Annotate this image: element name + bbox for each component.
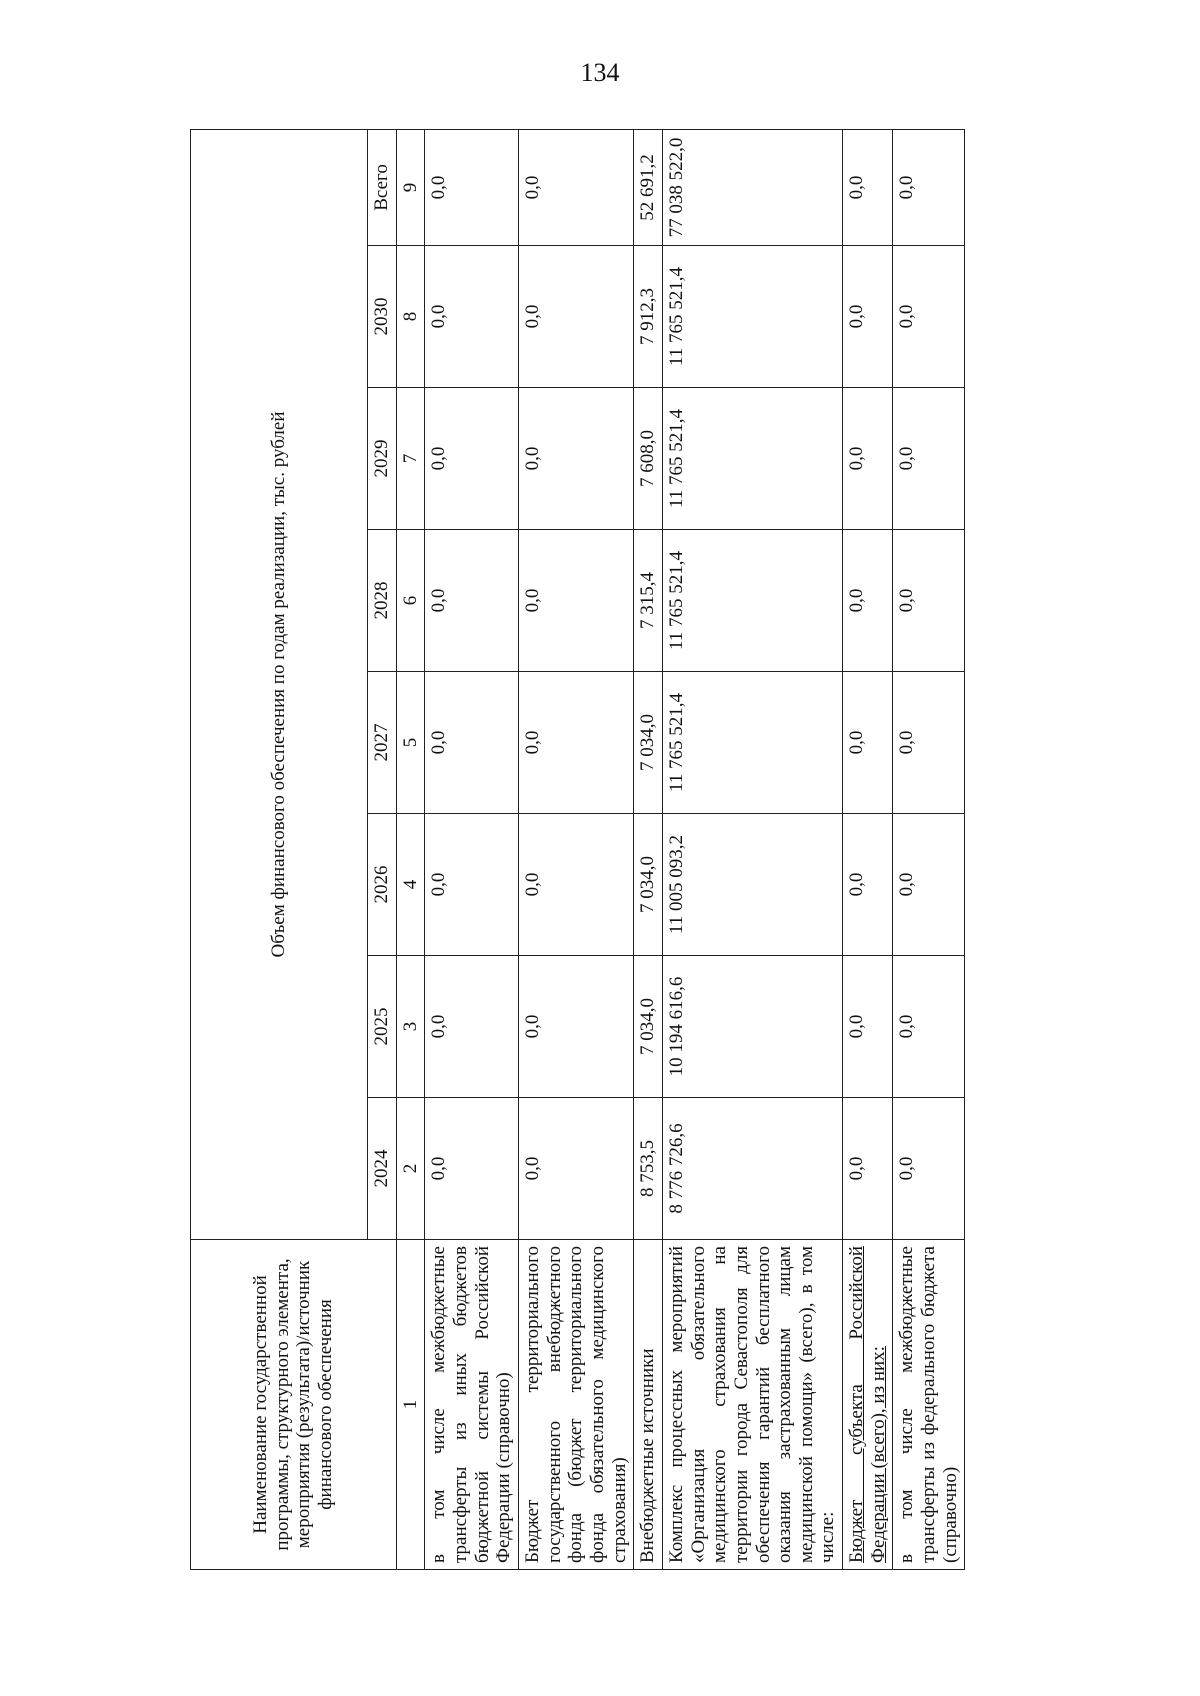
row-value: 0,0	[518, 388, 633, 530]
row-value: 0,0	[843, 1098, 893, 1240]
table-row	[893, 129, 965, 1569]
row-name: Бюджет территориального государственного внебюджетного фонда (бюджет территориального фонда обязательного медицинского страхования)	[518, 1240, 633, 1570]
row-total: 0,0	[518, 129, 633, 245]
table-row	[662, 129, 842, 1569]
column-number: 1	[396, 1240, 425, 1570]
row-name: в том числе межбюджетные трансферты из иных бюджетов бюджетной системы Российской Федерации (справочно)	[425, 1240, 519, 1570]
column-number-row	[396, 129, 425, 1569]
row-value: 0,0	[843, 530, 893, 672]
year-header-2024: 2024	[368, 1098, 397, 1240]
row-value: 7 912,3	[634, 246, 663, 388]
year-header-2028: 2028	[368, 530, 397, 672]
year-header-2029: 2029	[368, 388, 397, 530]
row-name: Комплекс процессных мероприятий «Организация обязательного медицинского страхования на территории города Севастополя для обеспечения гарантий бесплатного оказания застрахованным лицам медицинской помощи» (всего), в том числе:	[662, 1240, 842, 1570]
row-total: 0,0	[843, 129, 893, 245]
row-name: Внебюджетные источники	[634, 1240, 663, 1570]
row-total: 52 691,2	[634, 129, 663, 245]
row-value: 0,0	[893, 956, 965, 1098]
column-number: 5	[396, 672, 425, 814]
row-name: в том числе межбюджетные трансферты из федерального бюджета (справочно)	[893, 1240, 965, 1570]
page-number: 134	[580, 58, 620, 87]
column-number: 6	[396, 530, 425, 672]
row-value: 0,0	[518, 814, 633, 956]
year-header-2030: 2030	[368, 246, 397, 388]
row-value: 0,0	[425, 814, 519, 956]
row-value: 7 034,0	[634, 672, 663, 814]
table-row	[518, 129, 633, 1569]
row-value: 0,0	[425, 672, 519, 814]
row-value: 0,0	[425, 1098, 519, 1240]
name-column-header: Наименование государственной программы, структурного элемента, мероприятия (результата)/источник финансового обеспечения	[191, 1240, 397, 1570]
year-header-2026: 2026	[368, 814, 397, 956]
row-total: 77 038 522,0	[662, 129, 842, 245]
row-value: 7 034,0	[634, 814, 663, 956]
row-value: 0,0	[893, 388, 965, 530]
row-value: 0,0	[843, 388, 893, 530]
row-value: 8 776 726,6	[662, 1098, 842, 1240]
table-row	[843, 129, 893, 1569]
column-number: 9	[396, 129, 425, 245]
year-header-2027: 2027	[368, 672, 397, 814]
row-value: 0,0	[843, 956, 893, 1098]
rotated-table-container	[190, 130, 1090, 1570]
column-number: 7	[396, 388, 425, 530]
row-value: 0,0	[843, 246, 893, 388]
row-value: 0,0	[893, 246, 965, 388]
column-number: 2	[396, 1098, 425, 1240]
financing-table	[190, 129, 965, 1570]
row-value: 0,0	[518, 530, 633, 672]
row-value: 10 194 616,6	[662, 956, 842, 1098]
row-total: 0,0	[893, 129, 965, 245]
column-number: 4	[396, 814, 425, 956]
row-value: 7 315,4	[634, 530, 663, 672]
year-header-2025: 2025	[368, 956, 397, 1098]
row-value: 0,0	[518, 1098, 633, 1240]
row-value: 0,0	[425, 388, 519, 530]
table-row	[425, 129, 519, 1569]
row-value: 0,0	[518, 672, 633, 814]
row-total: 0,0	[425, 129, 519, 245]
row-value: 11 005 093,2	[662, 814, 842, 956]
row-value: 8 753,5	[634, 1098, 663, 1240]
row-value: 0,0	[518, 956, 633, 1098]
row-name: Бюджет субъекта Российской Федерации (всего), из них:	[843, 1240, 893, 1570]
row-value: 0,0	[893, 814, 965, 956]
row-value: 7 034,0	[634, 956, 663, 1098]
row-value: 0,0	[518, 246, 633, 388]
row-value: 0,0	[893, 530, 965, 672]
row-value: 0,0	[425, 956, 519, 1098]
total-header: Всего	[368, 129, 397, 245]
row-value: 0,0	[425, 530, 519, 672]
column-number: 3	[396, 956, 425, 1098]
row-value: 0,0	[893, 1098, 965, 1240]
row-value: 11 765 521,4	[662, 530, 842, 672]
row-value: 11 765 521,4	[662, 672, 842, 814]
table-row	[634, 129, 663, 1569]
row-value: 0,0	[843, 814, 893, 956]
row-value: 0,0	[893, 672, 965, 814]
header-row	[191, 129, 368, 1569]
row-value: 7 608,0	[634, 388, 663, 530]
row-value: 0,0	[843, 672, 893, 814]
row-value: 0,0	[425, 246, 519, 388]
column-number: 8	[396, 246, 425, 388]
row-value: 11 765 521,4	[662, 388, 842, 530]
row-value: 11 765 521,4	[662, 246, 842, 388]
financing-volume-header: Объем финансового обеспечения по годам реализации, тыс. рублей	[191, 129, 368, 1239]
